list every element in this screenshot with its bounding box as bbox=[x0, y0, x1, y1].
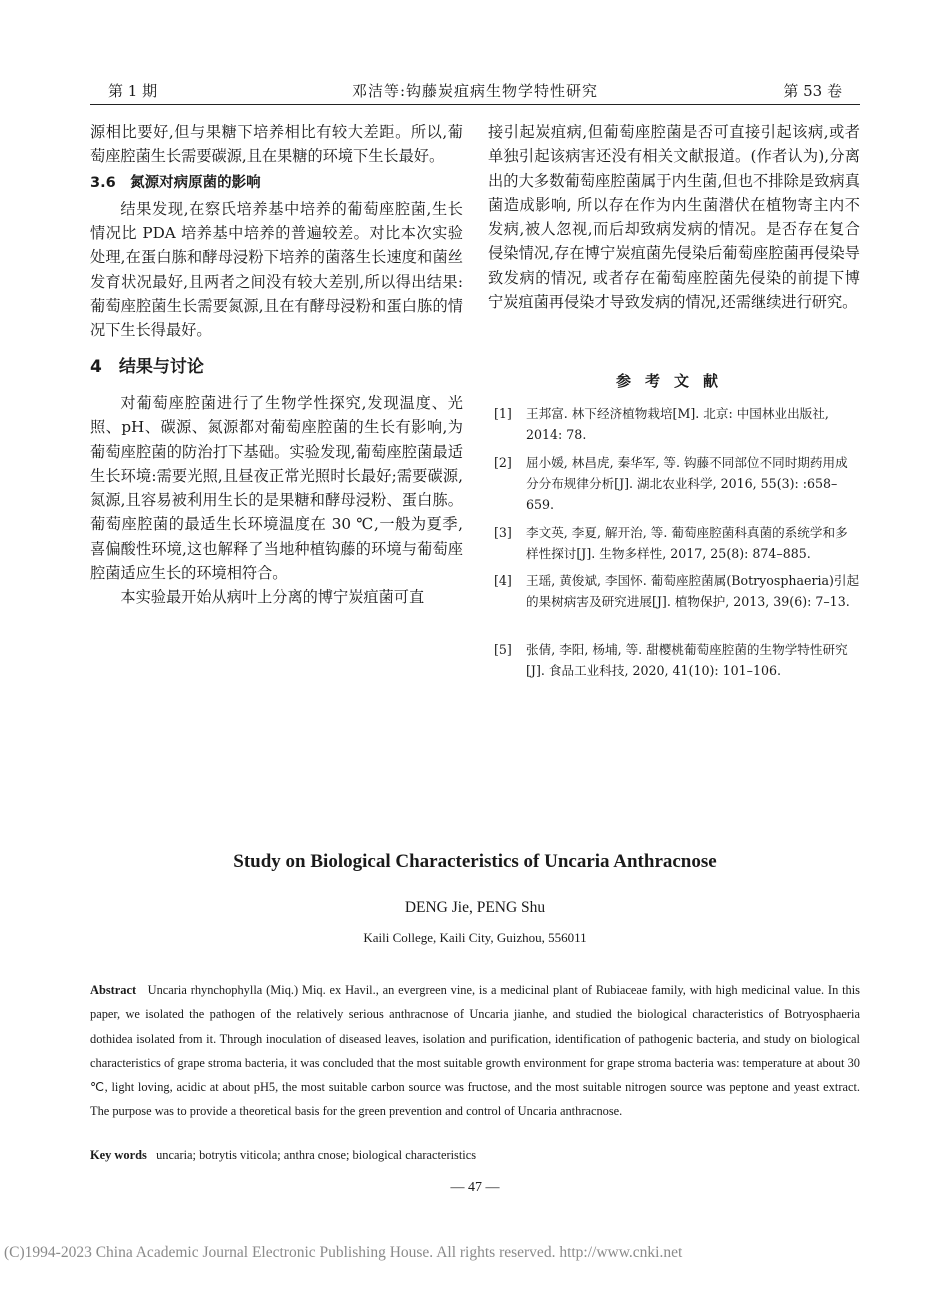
paragraph: 本实验最开始从病叶上分离的博宁炭疽菌可直 bbox=[120, 588, 425, 607]
reference-number: [3] bbox=[494, 525, 512, 540]
paragraph: 对葡萄座腔菌进行了生物学性探究,发现温度、光照、pH、碳源、氮源都对葡萄座腔菌的生长有影响,为葡萄座腔菌的防治打下基础。实验发现,葡萄座腔菌最适生长环境:需要光照,且昼夜正常光照时长最好;需要碳源,氮源,且容易被利用生长的是果糖和酵母浸粉、蛋白胨。葡萄座腔菌的最适生长环境温度在 30 ℃,一般为夏季,喜偏酸性环境,这也解释了当地种植钩藤的环境与葡萄座腔菌适应生长的环境相符合。 bbox=[90, 393, 463, 583]
references-title: 参考文献 bbox=[615, 372, 732, 390]
reference-number: [2] bbox=[494, 455, 512, 470]
reference-number: [4] bbox=[494, 573, 512, 588]
paragraph: 源相比要好,但与果糖下培养相比有较大差距。所以,葡萄座腔菌生长需要碳源,且在果糖的环境下生长最好。 bbox=[90, 123, 463, 166]
reference-text: 李文英, 李夏, 解开治, 等. 葡萄座腔菌科真菌的系统学和多样性探讨[J]. 生物多样性, 2017, 25(8): 874–885. bbox=[526, 525, 848, 561]
english-affiliation: Kaili College, Kaili City, Guizhou, 556011 bbox=[363, 930, 587, 945]
reference-text: 张倩, 李阳, 杨埔, 等. 甜樱桃葡萄座腔菌的生物学特性研究[J]. 食品工业科技, 2020, 41(10): 101–106. bbox=[526, 642, 848, 678]
page-number: — 47 — bbox=[450, 1180, 500, 1195]
reference-item bbox=[494, 452, 860, 515]
paragraph: 接引起炭疽病,但葡萄座腔菌是否可直接引起该病,或者单独引起该病害还没有相关文献报道。(作者认为),分离出的大多数葡萄座腔菌属于内生菌,但也不排除是致病真菌造成影响, 所以存在作为内生菌潜伏在植物寄主内不发病,被人忽视,而后却致病发病的情况。是否存在复合侵染情况,存在博宁炭疽菌先侵染后葡萄座腔菌再侵染导致发病的情况, 或者存在葡萄座腔菌先侵染的前提下博宁炭疽菌再侵染才导致发病的情况,还需继续进行研究。 bbox=[488, 123, 860, 312]
running-title: 邓洁等:钩藤炭疽病生物学特性研究 bbox=[351, 82, 599, 100]
english-keywords bbox=[90, 1148, 860, 1163]
abstract-text: Uncaria rhynchophylla (Miq.) Miq. ex Havil., an evergreen vine, is a medicinal plant of Rubiaceae family, with high medicinal value. In this paper, we isolated the pathogen of the relatively serious anthracnose of Uncaria jianhe, and studied the biological characteristics of Botryosphaeria dothidea isolated from it. Through inoculation of diseased leaves, isolation and purification, identification of pathogenic bacteria, and study on biological characteristics of grape stroma bacteria, it was concluded that the most suitable growth environment for grape stroma bacteria was: temperature at about 30 ℃, light loving, acidic at about pH5, the most suitable carbon source was fructose, and the most suitable nitrogen source was peptone and yeast extract. The purpose was to provide a theoretical basis for the green prevention and control of Uncaria anthracnose. bbox=[90, 983, 861, 1119]
reference-item bbox=[494, 639, 860, 681]
reference-text: 王邦富. 林下经济植物栽培[M]. 北京: 中国林业出版社, 2014: 78. bbox=[526, 406, 829, 442]
header-rule bbox=[90, 104, 860, 105]
issue-number: 第 1 期 bbox=[108, 82, 158, 100]
running-header bbox=[90, 78, 860, 104]
keywords-text: uncaria; botrytis viticola; anthra cnose; biological characteristics bbox=[156, 1148, 477, 1162]
reference-number: [5] bbox=[494, 642, 512, 657]
reference-text: 屈小媛, 林昌虎, 秦华军, 等. 钩藤不同部位不同时期药用成分分布规律分析[J]. 湖北农业科学, 2016, 55(3): :658–659. bbox=[526, 455, 848, 512]
volume-number: 第 53 卷 bbox=[783, 82, 842, 100]
english-abstract bbox=[90, 978, 860, 1124]
reference-item bbox=[494, 570, 860, 612]
copyright-footer: (C)1994-2023 China Academic Journal Electronic Publishing House. All rights reserved. http://www.cnki.net bbox=[4, 1244, 683, 1261]
section-heading-4: 4 结果与讨论 bbox=[90, 356, 204, 377]
section-heading-3-6: 3.6 氮源对病原菌的影响 bbox=[90, 174, 261, 191]
left-column bbox=[90, 120, 463, 610]
reference-number: [1] bbox=[494, 406, 512, 421]
paragraph: 结果发现,在察氏培养基中培养的葡萄座腔菌,生长情况比 PDA 培养基中培养的普遍较差。对比本次实验处理,在蛋白胨和酵母浸粉下培养的菌落生长速度和菌丝发育状况最好,且两者之间没有较大差别,所以得出结果:葡萄座腔菌生长需要氮源,且在有酵母浸粉和蛋白胨的情况下生长得最好。 bbox=[90, 199, 463, 340]
reference-item bbox=[494, 403, 860, 445]
english-authors: DENG Jie, PENG Shu bbox=[404, 899, 546, 916]
english-title: Study on Biological Characteristics of Uncaria Anthracnose bbox=[233, 851, 717, 872]
reference-text: 王瑶, 黄俊斌, 李国怀. 葡萄座腔菌属(Botryosphaeria)引起的果树病害及研究进展[J]. 植物保护, 2013, 39(6): 7–13. bbox=[526, 573, 860, 609]
abstract-label: Abstract bbox=[90, 983, 137, 997]
right-column bbox=[488, 120, 860, 314]
keywords-label: Key words bbox=[90, 1148, 147, 1162]
reference-item bbox=[494, 522, 860, 564]
